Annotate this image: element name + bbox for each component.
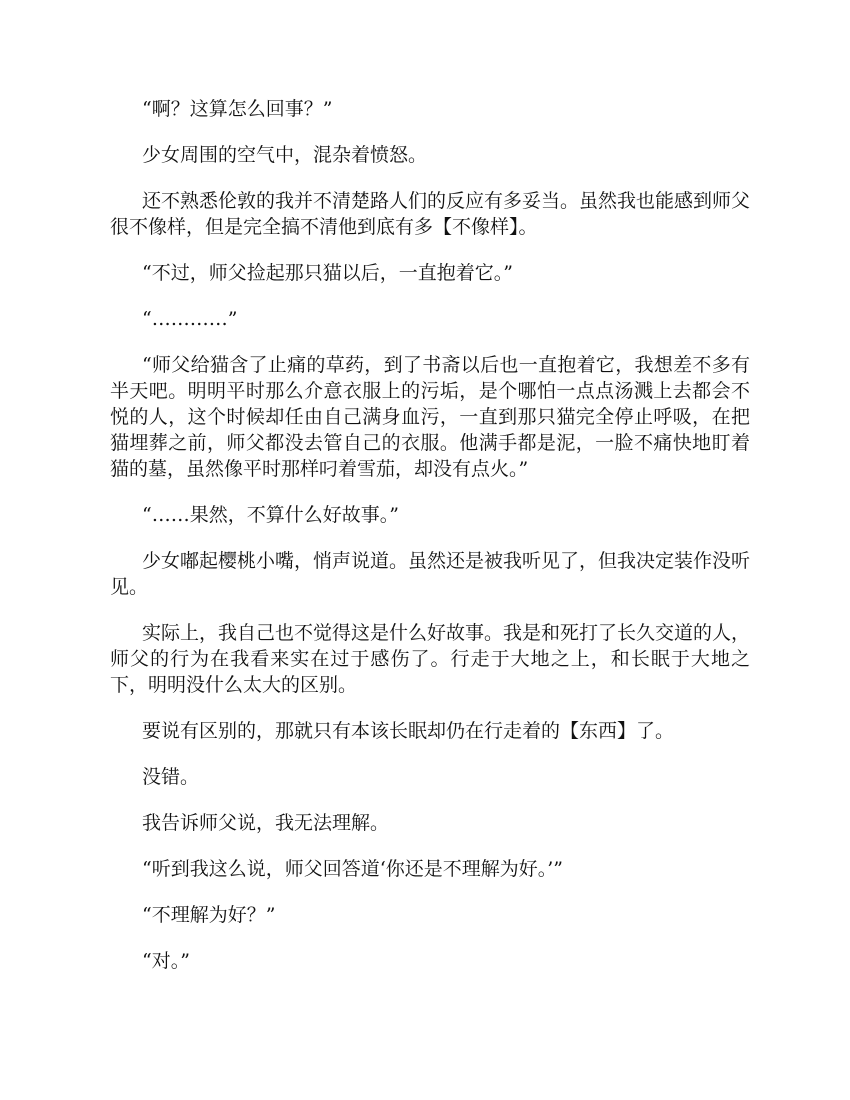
paragraph-14: “不理解为好？” [142, 904, 276, 926]
paragraph-2: 少女周围的空气中，混杂着愤怒。 [142, 144, 428, 166]
paragraph-6: “师父给猫含了止痛的草药，到了书斋以后也一直抱着它，我想差不多有半天吧。明明平时那么介意衣服上的污垢，是个哪怕一点点汤溅上去都会不悦的人，这个时候却任由自己满身血污，一直到那只猫完全停止呼吸，在把猫埋葬之前，师父都没去管自己的衣服。他满手都是泥，一脸不痛快地盯着猫的墓，虽然像平时那样叼着雪茄，却没有点火。” [110, 354, 750, 480]
body-text [110, 96, 750, 994]
paragraph-15: “对。” [142, 950, 190, 972]
paragraph-3: 还不熟悉伦敦的我并不清楚路人们的反应有多妥当。虽然我也能感到师父很不像样，但是完全搞不清他到底有多【不像样】。 [110, 190, 751, 238]
paragraph-1: “啊？这算怎么回事？” [142, 98, 333, 120]
paragraph-10: 要说有区别的，那就只有本该长眠却仍在行走着的【东西】了。 [142, 720, 675, 742]
paragraph-11: 没错。 [142, 766, 200, 788]
paragraph-9: 实际上，我自己也不觉得这是什么好故事。我是和死打了长久交道的人，师父的行为在我看来实在过于感伤了。行走于大地之上，和长眠于大地之下，明明没什么太大的区别。 [110, 622, 751, 696]
paragraph-13: “听到我这么说，师父回答道‘你还是不理解为好。’” [142, 858, 564, 880]
paragraph-7: “……果然，不算什么好故事。” [142, 504, 399, 526]
paragraph-4: “不过，师父捡起那只猫以后，一直抱着它。” [142, 262, 513, 284]
paragraph-12: 我告诉师父说，我无法理解。 [142, 812, 390, 834]
paragraph-8: 少女嘟起樱桃小嘴，悄声说道。虽然还是被我听见了，但我决定装作没听见。 [110, 550, 751, 598]
paragraph-5: “…………” [142, 308, 238, 330]
